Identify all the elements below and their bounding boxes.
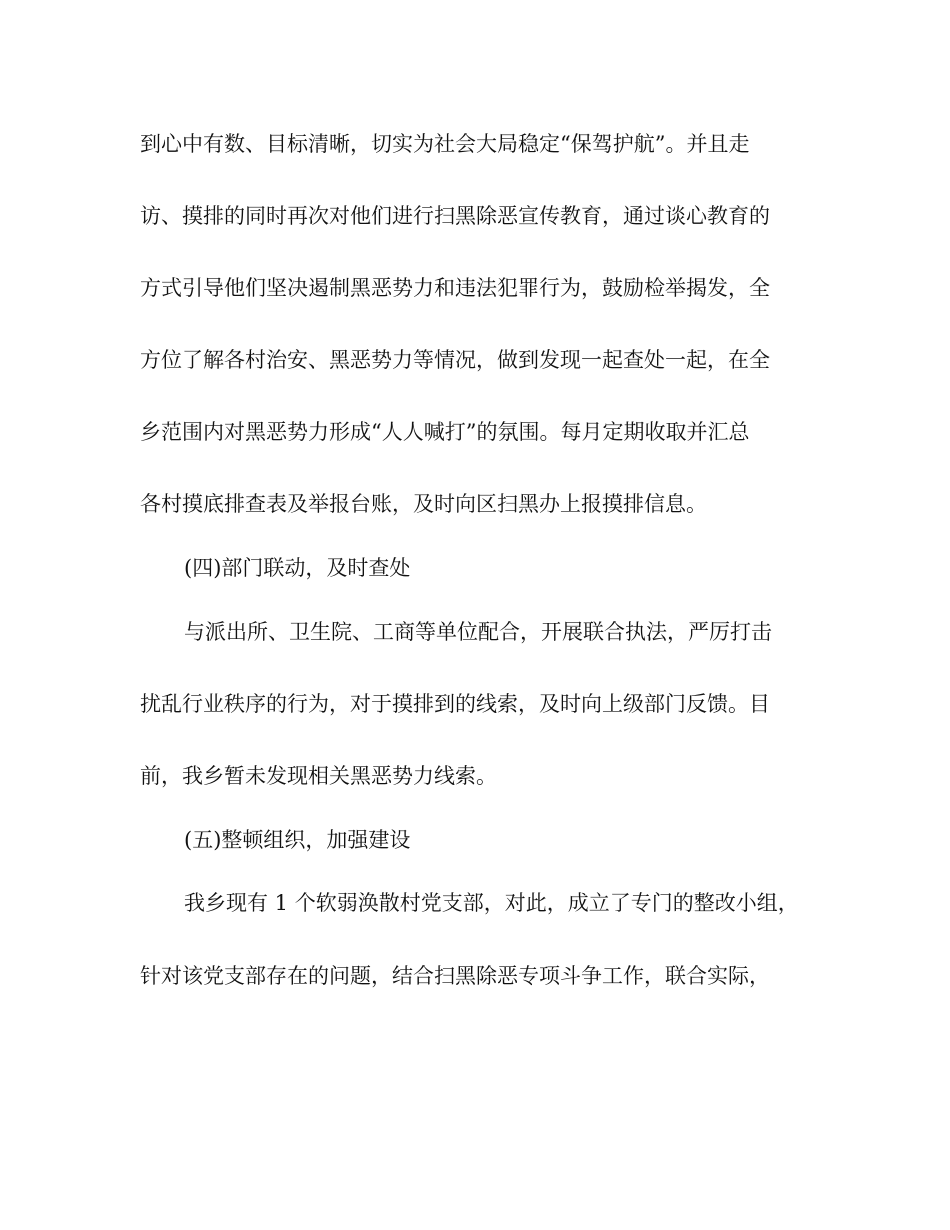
text-line: 方式引导他们坚决遏制黑恶势力和违法犯罪行为，鼓励检举揭发，全 <box>140 276 770 300</box>
text-line: 到心中有数、目标清晰，切实为社会大局稳定“保驾护航”。并且走 <box>140 132 750 156</box>
section-heading: (四)部门联动，及时查处 <box>184 556 411 580</box>
section-heading: (五)整顿组织，加强建设 <box>184 828 411 852</box>
text-line: 前，我乡暂未发现相关黑恶势力线索。 <box>140 764 497 788</box>
paragraph-first-line: 与派出所、卫生院、工商等单位配合，开展联合执法，严厉打击 <box>184 620 772 644</box>
text-line: 扰乱行业秩序的行为，对于摸排到的线索，及时向上级部门反馈。目 <box>140 692 770 716</box>
text-line: 方位了解各村治安、黑恶势力等情况，做到发现一起查处一起，在全 <box>140 348 770 372</box>
text-line: 乡范围内对黑恶势力形成“人人喊打”的氛围。每月定期收取并汇总 <box>140 420 750 444</box>
text-line: 针对该党支部存在的问题，结合扫黑除恶专项斗争工作，联合实际， <box>140 964 770 988</box>
text-line: 各村摸底排查表及举报台账，及时向区扫黑办上报摸排信息。 <box>140 492 707 516</box>
paragraph-first-line: 我乡现有 1 个软弱涣散村党支部，对此，成立了专门的整改小组， <box>184 891 799 915</box>
text-line: 访、摸排的同时再次对他们进行扫黑除恶宣传教育，通过谈心教育的 <box>140 204 770 228</box>
